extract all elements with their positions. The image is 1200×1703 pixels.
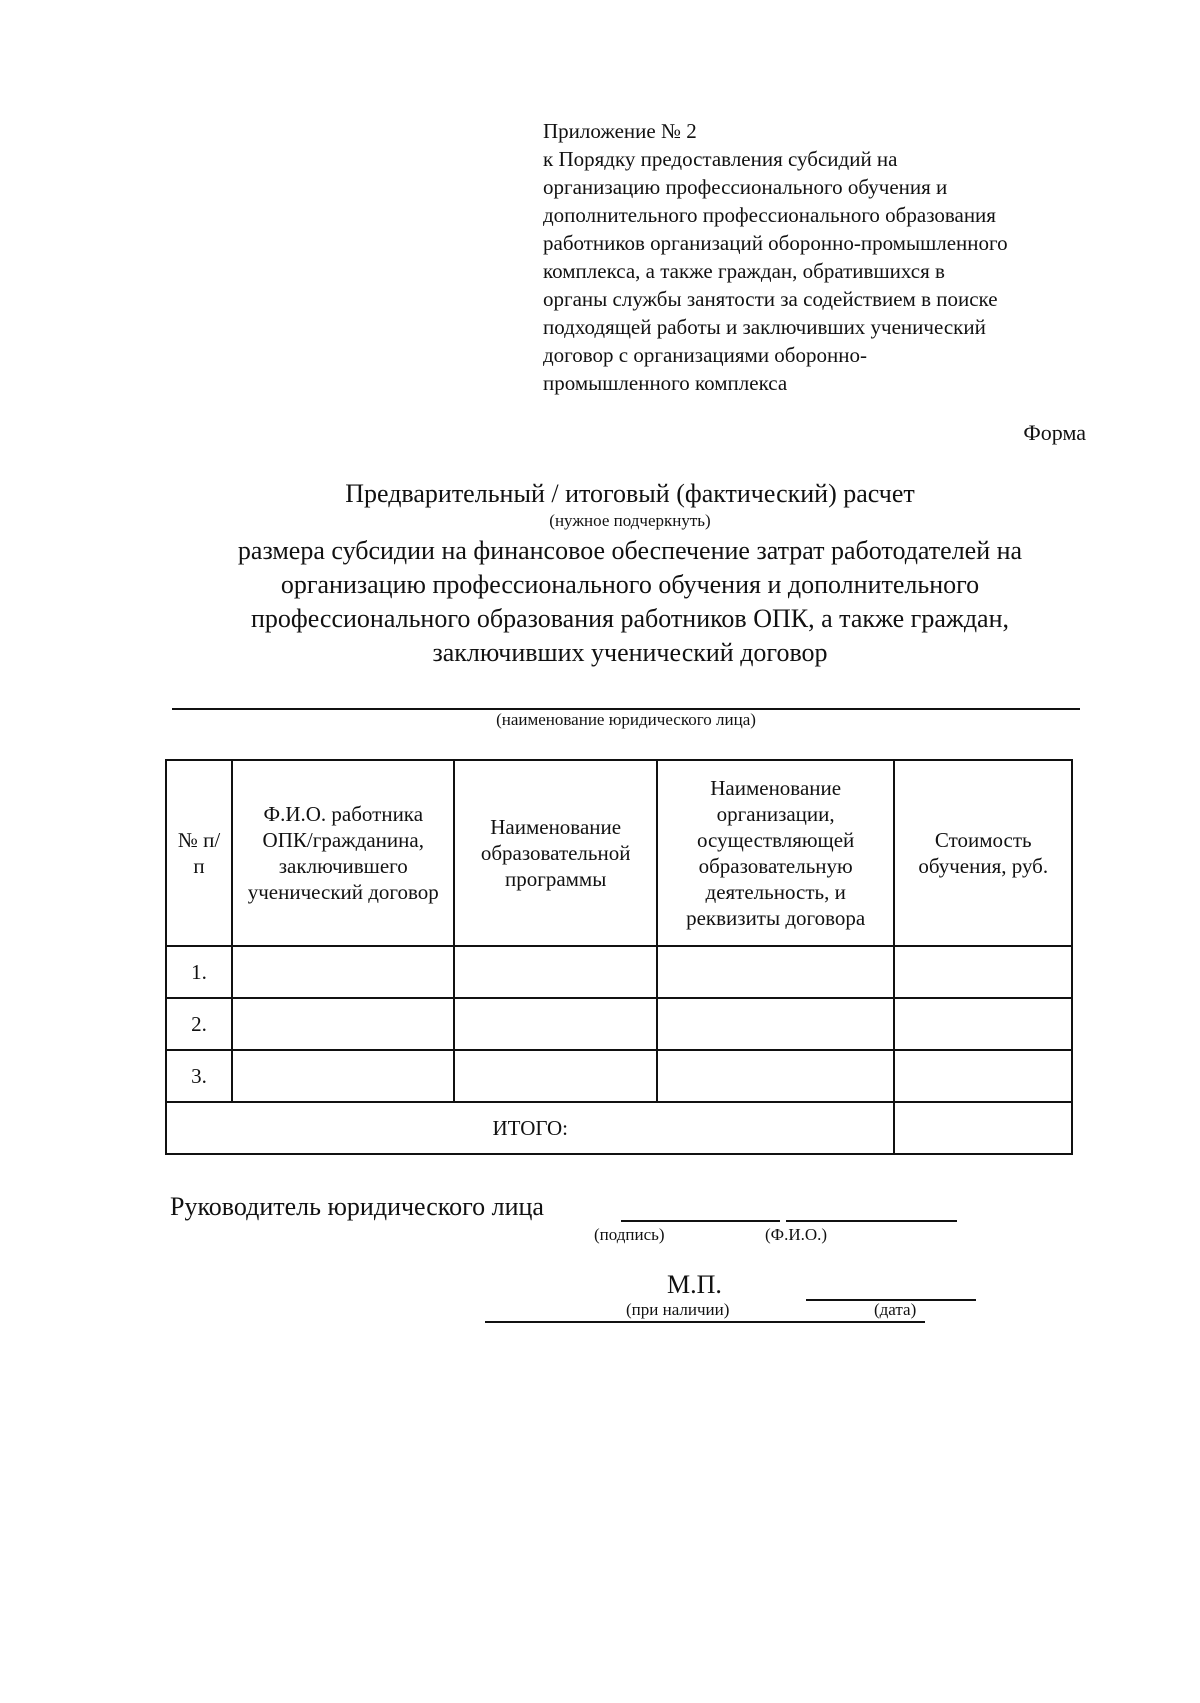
appendix-line: комплекса, а также граждан, обратившихся в [543, 259, 945, 283]
cell-program[interactable] [454, 946, 656, 998]
title-hint: (нужное подчеркнуть) [549, 511, 711, 530]
document-title: Предварительный / итоговый (фактический) расчет [345, 479, 915, 508]
cell-organization[interactable] [657, 1050, 895, 1102]
form-label: Форма [1023, 420, 1086, 445]
cell-program[interactable] [454, 1050, 656, 1102]
appendix-line: Приложение № 2 [543, 119, 697, 143]
fio-field[interactable] [786, 1220, 957, 1222]
cell-fio[interactable] [232, 998, 454, 1050]
appendix-line: подходящей работы и заключивших ученический [543, 315, 986, 339]
cell-organization[interactable] [657, 998, 895, 1050]
row-number: 3. [166, 1050, 232, 1102]
table-header-row [166, 760, 1072, 946]
cell-cost[interactable] [894, 1050, 1072, 1102]
total-value[interactable] [894, 1102, 1072, 1154]
table-row [166, 1050, 1072, 1102]
cell-program[interactable] [454, 998, 656, 1050]
stamp-caption: (при наличии) [626, 1300, 730, 1319]
row-number: 1. [166, 946, 232, 998]
appendix-header [543, 117, 1103, 397]
title-body-line: организацию профессионального обучения и дополнительного [280, 570, 980, 599]
title-body-line: профессионального образования работников ОПК, а также граждан, [250, 604, 1010, 633]
title-body [150, 534, 1110, 670]
header-cost: Стоимость обучения, руб. [894, 760, 1072, 946]
table-row [166, 998, 1072, 1050]
head-of-entity-label: Руководитель юридического лица [170, 1192, 544, 1221]
appendix-line: договор с организациями оборонно- [543, 343, 867, 367]
header-fio: Ф.И.О. работника ОПК/гражданина, заключившего ученический договор [232, 760, 454, 946]
appendix-line: органы службы занятости за содействием в поиске [543, 287, 998, 311]
header-program: Наименование образовательной программы [454, 760, 656, 946]
stamp-date-underline [485, 1321, 925, 1323]
signature-caption: (подпись) [594, 1225, 665, 1244]
appendix-line: организацию профессионального обучения и [543, 175, 948, 199]
appendix-line: к Порядку предоставления субсидий на [543, 147, 898, 171]
signature-field[interactable] [621, 1220, 780, 1222]
appendix-line: работников организаций оборонно-промышленного [543, 231, 1008, 255]
appendix-line: промышленного комплекса [543, 371, 788, 395]
table-row [166, 946, 1072, 998]
entity-caption: (наименование юридического лица) [496, 710, 756, 729]
total-row [166, 1102, 1072, 1154]
date-caption: (дата) [874, 1300, 917, 1319]
cell-organization[interactable] [657, 946, 895, 998]
total-label: ИТОГО: [166, 1102, 894, 1154]
header-organization: Наименование организации, осуществляющей образовательную деятельность, и реквизиты договора [657, 760, 895, 946]
cell-cost[interactable] [894, 946, 1072, 998]
cell-cost[interactable] [894, 998, 1072, 1050]
header-num: № п/п [166, 760, 232, 946]
subsidy-table [165, 759, 1073, 1155]
fio-caption: (Ф.И.О.) [765, 1225, 828, 1244]
cell-fio[interactable] [232, 1050, 454, 1102]
title-body-line: размера субсидии на финансовое обеспечение затрат работодателей на [237, 536, 1023, 565]
row-number: 2. [166, 998, 232, 1050]
appendix-line: дополнительного профессионального образования [543, 203, 996, 227]
title-body-line: заключивших ученический договор [432, 638, 828, 667]
cell-fio[interactable] [232, 946, 454, 998]
stamp-label: М.П. [667, 1270, 722, 1299]
